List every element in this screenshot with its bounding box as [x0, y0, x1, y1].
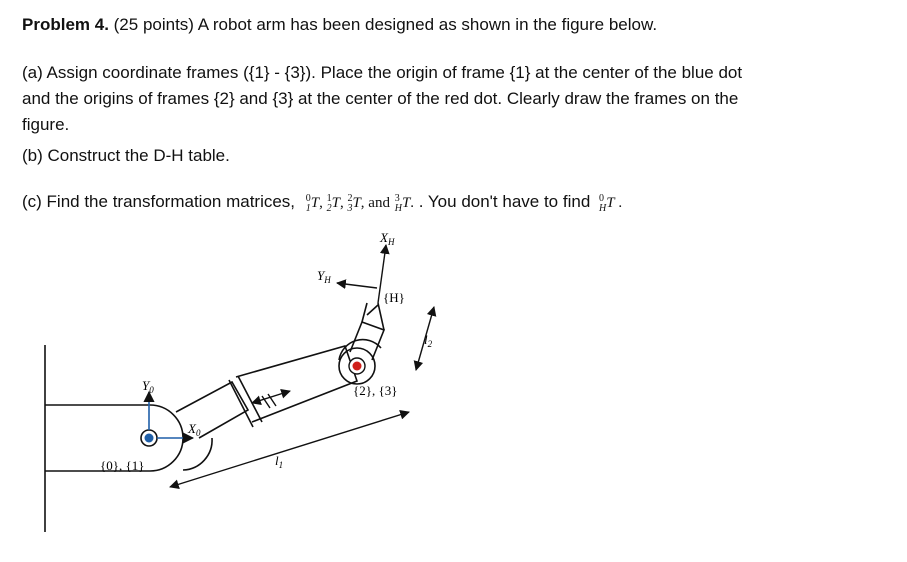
yh-label: $Y_H$ [317, 268, 331, 285]
part-a-line-1: (a) Assign coordinate frames ({1} - {3}). Place the origin of frame {1} at the center of the blue dot [22, 63, 743, 82]
matrix-0-1: $^0_1$T [305, 193, 320, 214]
l1-dimension-arrow [170, 412, 409, 487]
frames-2-3-label: {2}, {3} [353, 383, 398, 398]
prismatic-joint [252, 391, 290, 408]
part-c-tail: . You don't have to find [418, 192, 591, 211]
part-a-line-2: and the origins of frames {2} and {3} at the center of the red dot. Clearly draw the frames on the [22, 89, 739, 108]
part-c-line: (c) Find the transformation matrices, $^0_1$T, $^1_2$T, $^2_3$T, and $^3_H$T. . You don't have to find $^0_H$T . [22, 192, 623, 214]
link-1 [176, 346, 357, 470]
blue-dot [141, 430, 157, 446]
l1-label: $l_1$ [275, 453, 284, 470]
problem-heading: Problem 4. [22, 15, 109, 34]
matrix-3-h: $^3_H$T [394, 193, 411, 214]
frame-h-label: {H} [383, 290, 405, 305]
y0-label: $Y_0$ [142, 378, 154, 395]
part-a-line-3: figure. [22, 115, 70, 134]
wrist-arc [339, 340, 381, 360]
matrix-0-h: $^0_H$T [599, 193, 615, 214]
l2-label: $l_2$ [424, 332, 433, 349]
xh-label: $X_H$ [380, 230, 395, 247]
frames-0-1-label: {0}, {1} [100, 458, 145, 473]
problem-intro: (25 points) A robot arm has been designed as shown in the figure below. [108, 15, 658, 34]
yh-axis-arrow [337, 283, 377, 288]
red-dot [349, 358, 365, 374]
x0-label: $X_0$ [188, 421, 201, 438]
matrix-1-2: $^1_2$T [326, 193, 340, 214]
matrix-2-3: $^2_3$T [347, 193, 361, 214]
part-b: (b) Construct the D-H table. [22, 146, 230, 165]
part-c-text: (c) Find the transformation matrices, [22, 192, 296, 211]
part-c-and: and [368, 195, 390, 211]
